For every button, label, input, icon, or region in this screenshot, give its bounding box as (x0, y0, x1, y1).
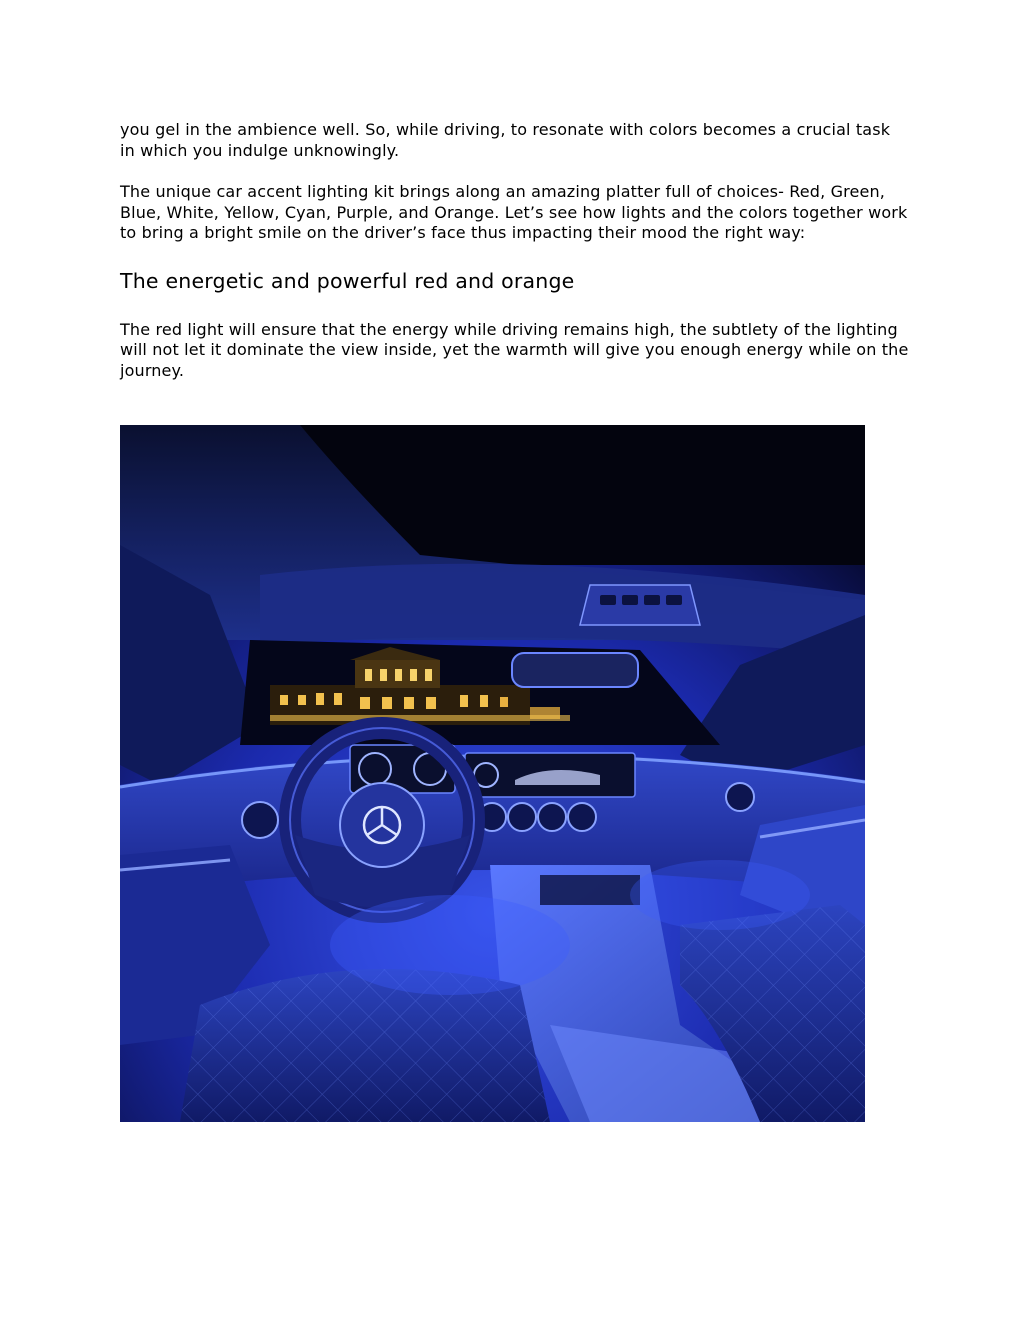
paragraph-red-light: The red light will ensure that the energy while driving remains high, the subtlety of the lighting will not let it dominate the view inside, yet the warmth will give you enough energy while on the journey. (120, 319, 909, 380)
document-page (120, 120, 910, 381)
paragraph-color-choices: The unique car accent lighting kit brings along an amazing platter full of choices- Red, Green, Blue, White, Yellow, Cyan, Purple, and Orange. Let’s see how lights and the colors together work to bring a bright smile on the driver’s face thus impacting their mood the right way: (120, 182, 908, 242)
paragraph-intro: you gel in the ambience well. So, while driving, to resonate with colors becomes a crucial task in which you indulge unknowingly. (120, 120, 891, 160)
car-interior-photo (120, 425, 865, 1122)
section-heading: The energetic and powerful red and orange (120, 268, 575, 293)
rear-view-mirror (512, 653, 638, 687)
overhead-console (580, 585, 700, 625)
